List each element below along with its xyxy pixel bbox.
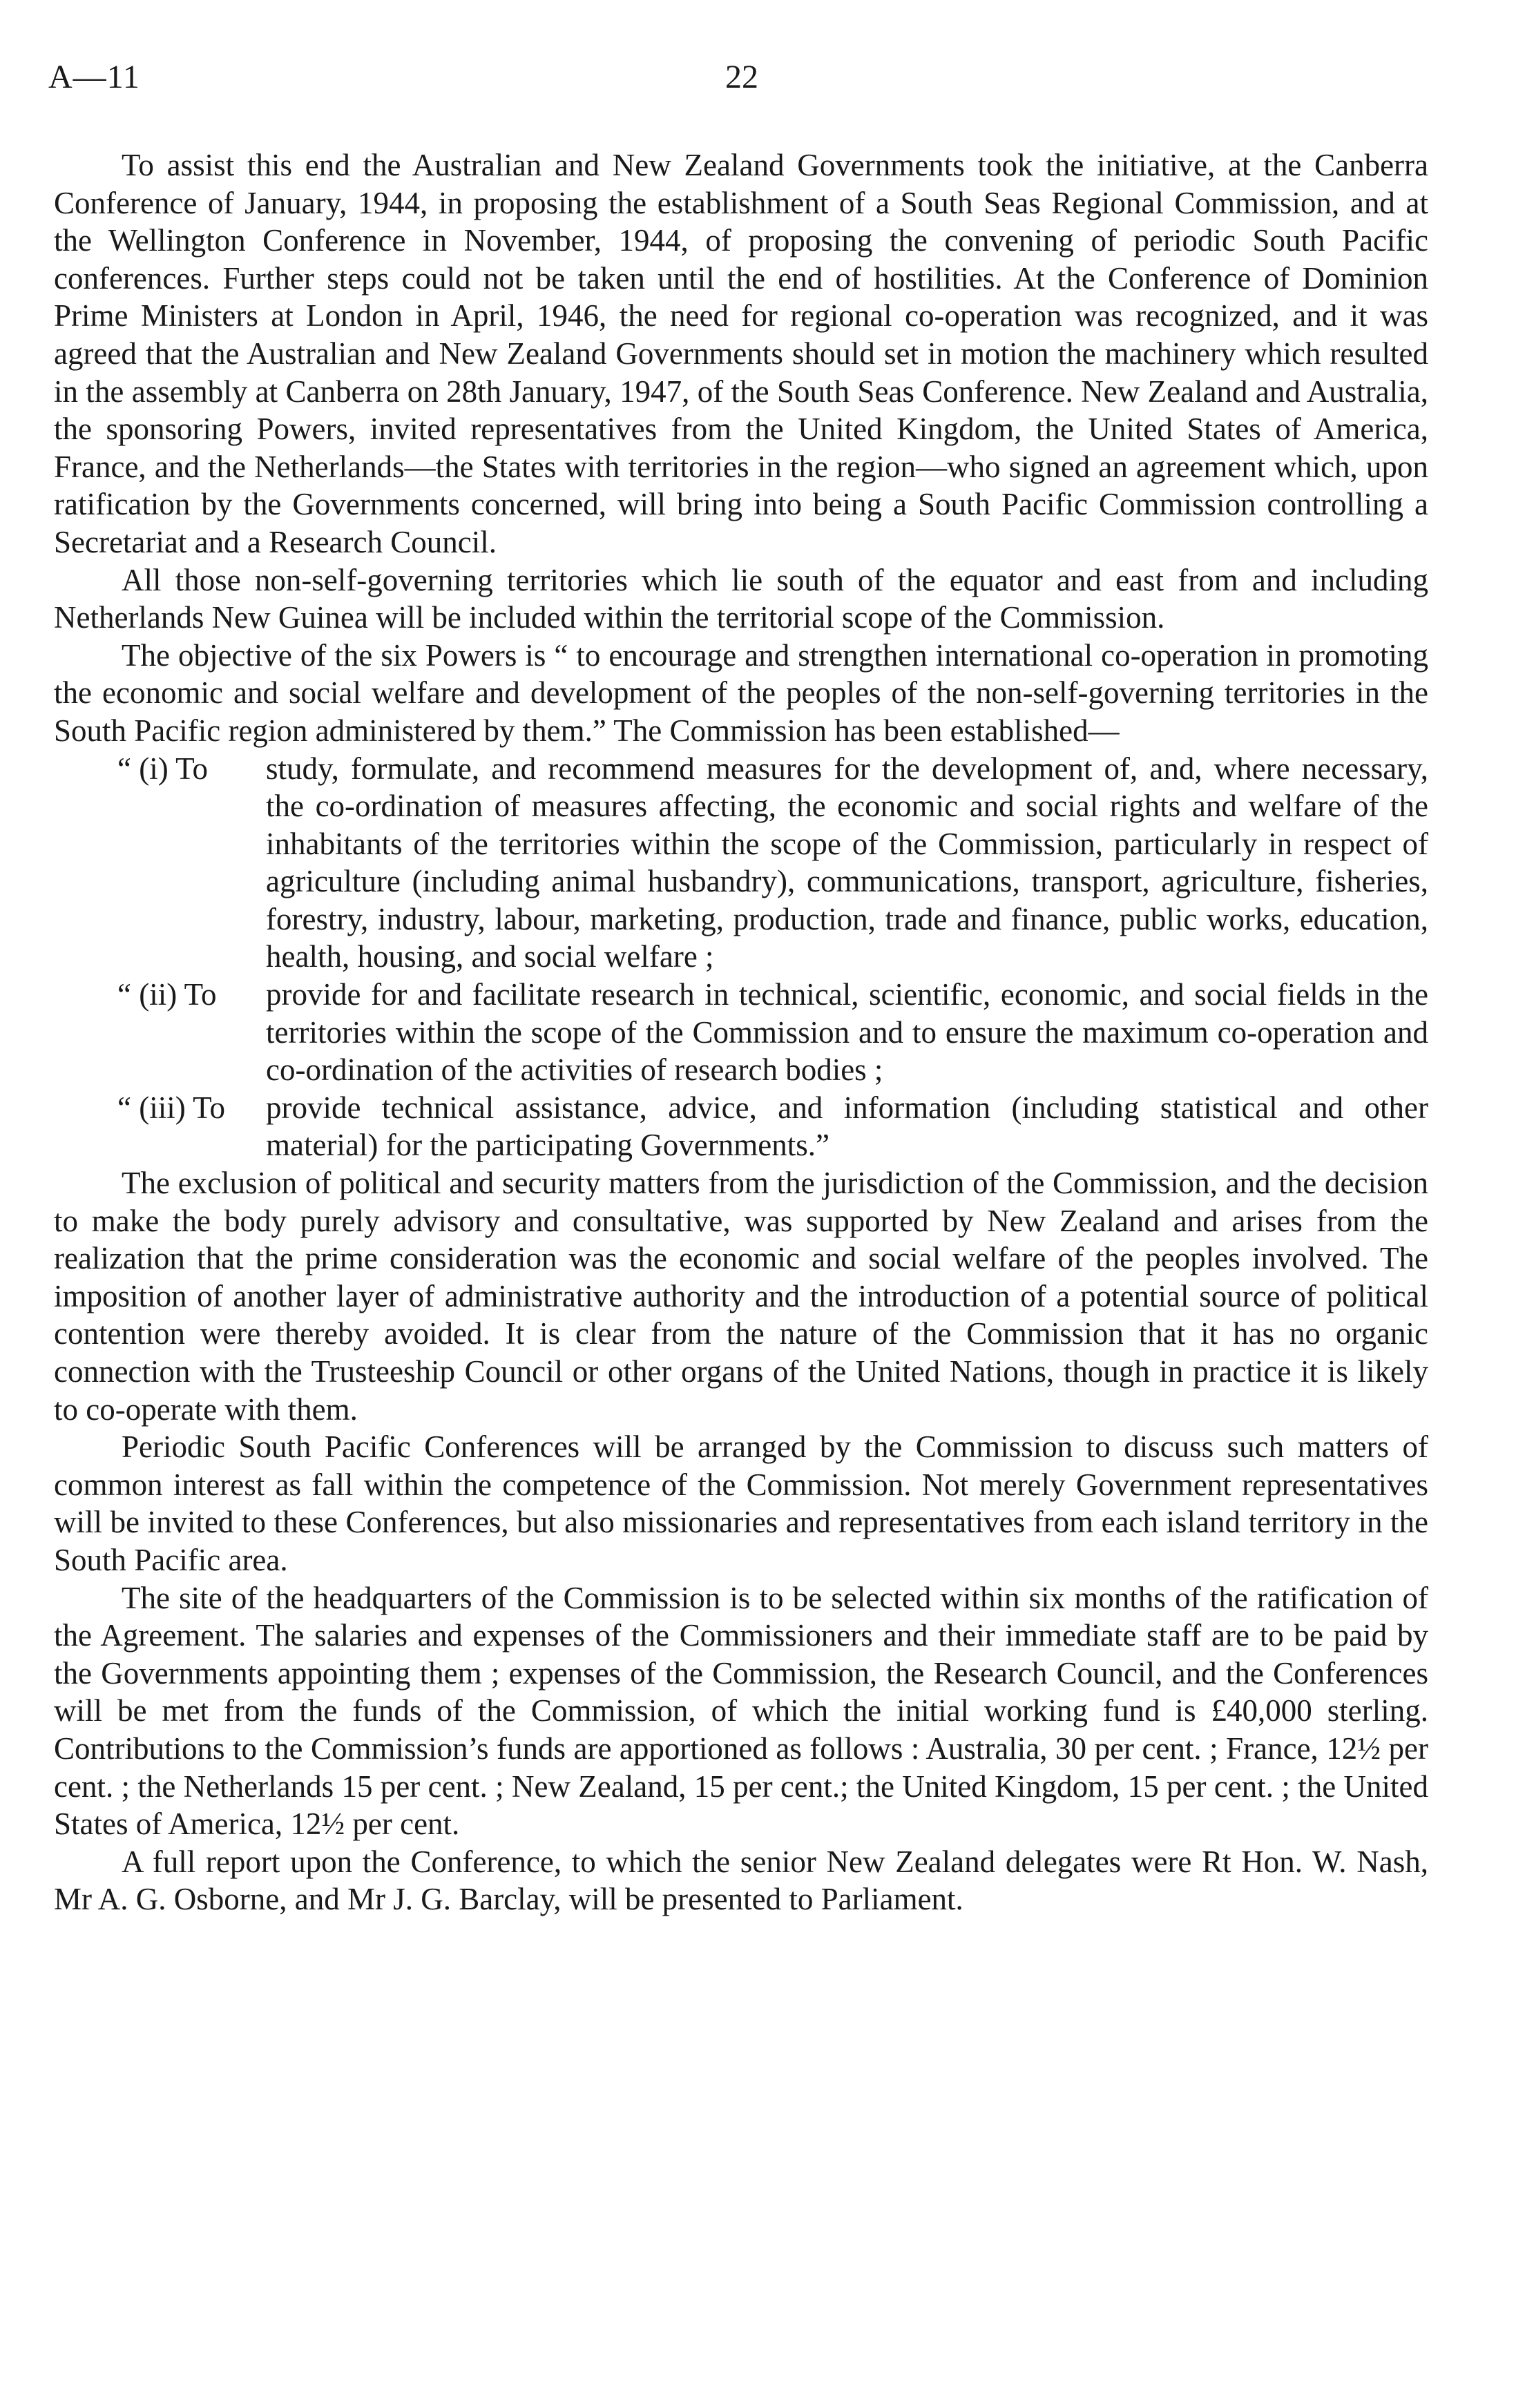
paper-reference: A—11 <box>48 59 140 95</box>
list-item-marker: “ (ii) To <box>117 977 217 1012</box>
list-item-text: study, formulate, and recommend measures for the development of, and, where necessary, the co-ordination of measures affecting, the economic and social rights and welfare of the inhabitants of the territories within the scope of the Commission, particularly in respect of agriculture (including animal husbandry), communications, transport, agriculture, fisheries, forestry, industry, labour, marketing, production, trade and finance, public works, education, health, housing, and social welfare ; <box>266 751 1428 974</box>
paragraph-territorial-scope: All those non-self-governing territories which lie south of the equator and east from and including Netherlands New Guinea will be included within the territorial scope of the Commission. <box>54 562 1428 635</box>
paragraph-objective: The objective of the six Powers is “ to encourage and strengthen international co-operation in promoting the economic and social welfare and development of the peoples of the non-self-governing territories in the South Pacific region administered by them.” The Commission has been established— <box>54 637 1428 748</box>
list-item <box>54 976 1428 1089</box>
paragraph-exclusion-of-political-matters: The exclusion of political and security matters from the jurisdiction of the Commission, and the decision to make the body purely advisory and consultative, was supported by New Zealand and arises from the realization that the prime consideration was the economic and social welfare of the peoples involved. The imposition of another layer of administrative authority and the introduction of a potential source of political contention were thereby avoided. It is clear from the nature of the Commission that it has no organic connection with the Trusteeship Council or other organs of the United Nations, though in practice it is likely to co-operate with them. <box>54 1166 1428 1427</box>
paragraph-headquarters-and-funding: The site of the headquarters of the Commission is to be selected within six months of the ratification of the Agreement. The salaries and expenses of the Commissioners and their immediate staff are to be paid by the Governments appointing them ; expenses of the Commission, the Research Council, and the Conferences will be met from the funds of the Commission, of which the initial working fund is £40,000 sterling. Contributions to the Commission’s funds are apportioned as follows : Australia, 30 per cent. ; France, 12½ per cent. ; the Netherlands 15 per cent. ; New Zealand, 15 per cent.; the United Kingdom, 15 per cent. ; the United States of America, 12½ per cent. <box>54 1580 1428 1842</box>
list-item-text: provide for and facilitate research in technical, scientific, economic, and social fields in the territories within the scope of the Commission and to ensure the maximum co-operation and co-ordination of the activities of research bodies ; <box>266 977 1428 1088</box>
page-number: 22 <box>725 59 758 95</box>
document-body <box>54 146 1428 1918</box>
paragraph-canberra-initiative: To assist this end the Australian and New Zealand Governments took the initiative, at the Canberra Conference of January, 1944, in proposing the establishment of a South Seas Regional Commission, and at the Wellington Conference in November, 1944, of proposing the convening of periodic South Pacific conferences. Further steps could not be taken until the end of hostilities. At the Conference of Dominion Prime Ministers at London in April, 1946, the need for regional co-operation was recognized, and it was agreed that the Australian and New Zealand Governments should set in motion the machinery which resulted in the assembly at Canberra on 28th January, 1947, of the South Seas Conference. New Zealand and Australia, the sponsoring Powers, invited representatives from the United Kingdom, the United States of America, France, and the Netherlands—the States with territories in the region—who signed an agreement which, upon ratification by the Governments concerned, will bring into being a South Pacific Commission controlling a Secretariat and a Research Council. <box>54 148 1428 559</box>
paragraph-periodic-conferences: Periodic South Pacific Conferences will be arranged by the Commission to discuss such matters of common interest as fall within the competence of the Commission. Not merely Government representatives will be invited to these Conferences, but also missionaries and representatives from each island territory in the South Pacific area. <box>54 1429 1428 1577</box>
list-item-marker: “ (iii) To <box>117 1090 225 1125</box>
list-item <box>54 750 1428 976</box>
list-item-text: provide technical assistance, advice, and information (including statistical and other material) for the participating Governments.” <box>266 1090 1428 1163</box>
list-item-marker: “ (i) To <box>117 751 208 786</box>
list-item <box>54 1089 1428 1164</box>
commission-functions-list <box>54 750 1428 1165</box>
paragraph-full-report: A full report upon the Conference, to which the senior New Zealand delegates were Rt Hon. W. Nash, Mr A. G. Osborne, and Mr J. G. Barclay, will be presented to Parliament. <box>54 1844 1428 1917</box>
